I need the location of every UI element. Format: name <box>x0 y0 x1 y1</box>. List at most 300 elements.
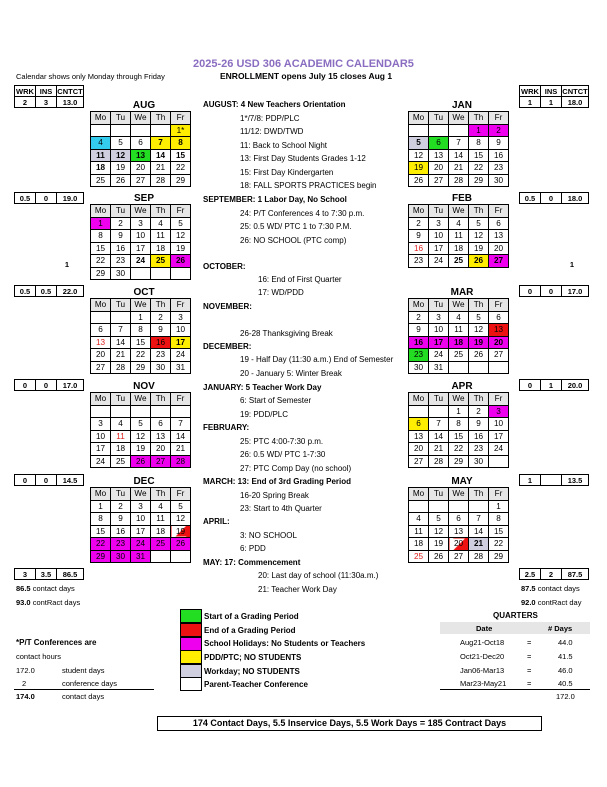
stat-cell: 3.5 <box>36 569 57 580</box>
day-cell: 20 <box>151 443 171 456</box>
legend-label: Start of a Grading Period <box>204 612 299 621</box>
weekday-header: Fr <box>171 205 191 218</box>
legend-label: End of a Grading Period <box>204 626 296 635</box>
day-cell: 20 <box>489 336 509 349</box>
event-line: 11/12: DWD/TWD <box>240 127 304 136</box>
day-cell: 14 <box>111 336 131 349</box>
event-line: 27: PTC Comp Day (no school) <box>240 464 352 473</box>
stat-cell: 1 <box>541 380 562 391</box>
day-cell: 25 <box>449 349 469 362</box>
day-cell: 8 <box>131 324 151 337</box>
event-line: 19 - Half Day (11:30 a.m.) End of Semester <box>240 355 394 364</box>
day-cell: 26 <box>409 174 429 187</box>
quarter-date: Jan06-Mar13 <box>460 666 505 675</box>
day-cell: 2 <box>111 500 131 513</box>
stat-cell: 0 <box>520 380 541 391</box>
weekday-header: Tu <box>429 112 449 125</box>
event-sep-heading: SEPTEMBER: 1 Labor Day, No School <box>203 195 347 204</box>
day-cell: 19 <box>131 443 151 456</box>
stat-cell: 0 <box>541 286 562 297</box>
day-cell: 16 <box>111 242 131 255</box>
day-cell: 17 <box>489 430 509 443</box>
day-cell: 8 <box>91 513 111 526</box>
stat-cell <box>539 259 559 269</box>
day-cell <box>91 405 111 418</box>
day-cell: 1 <box>469 124 489 137</box>
weekday-header: Tu <box>429 299 449 312</box>
day-cell: 8 <box>469 137 489 150</box>
day-cell: 21 <box>151 162 171 175</box>
day-cell: 25 <box>151 538 171 551</box>
day-cell: 25 <box>449 255 469 268</box>
day-cell: 13 <box>409 430 429 443</box>
quarter-eq: = <box>527 652 532 661</box>
day-cell: 27 <box>131 174 151 187</box>
stat-cell: 0 <box>36 475 57 486</box>
day-cell: 29 <box>91 267 111 280</box>
day-cell <box>449 124 469 137</box>
event-line: 19: PDD/PLC <box>240 410 289 419</box>
day-cell: 29 <box>131 361 151 374</box>
day-cell: 9 <box>409 324 429 337</box>
stat-cell <box>14 259 34 269</box>
day-cell: 2 <box>489 124 509 137</box>
day-cell: 10 <box>429 324 449 337</box>
quarter-days: 44.0 <box>558 638 573 647</box>
ptc-row-value: 172.0 <box>16 666 35 675</box>
aug-ins: 3 <box>36 97 57 108</box>
quarter-days: 40.5 <box>558 679 573 688</box>
event-line: 6: Start of Semester <box>240 396 312 405</box>
weekday-header: Th <box>469 205 489 218</box>
event-line: 26-28 Thanksgiving Break <box>240 329 333 338</box>
day-cell: 9 <box>151 324 171 337</box>
quarters-total: 172.0 <box>556 692 575 701</box>
day-cell: 23 <box>469 443 489 456</box>
event-line: 25: 0.5 WD/ PTC 1 to 7:30 P.M. <box>240 222 352 231</box>
stat-cell: 0 <box>36 380 57 391</box>
day-cell: 26 <box>131 455 151 468</box>
event-line: 16: End of First Quarter <box>258 275 342 284</box>
day-cell: 21 <box>449 162 469 175</box>
event-line: 26: 0.5 WD/ PTC 1-7:30 <box>240 450 326 459</box>
stat-cell: 17.0 <box>57 380 84 391</box>
day-cell: 18 <box>409 538 429 551</box>
day-cell: 18 <box>449 242 469 255</box>
event-line: 6: PDD <box>240 544 266 553</box>
aug-wrk: 2 <box>15 97 36 108</box>
weekday-header: We <box>131 205 151 218</box>
ins-header: INS <box>541 86 562 97</box>
day-cell: 4 <box>449 311 469 324</box>
day-cell: 5 <box>111 137 131 150</box>
weekday-header: Fr <box>489 393 509 406</box>
event-apr-heading: APRIL: <box>203 517 230 526</box>
day-cell: 31 <box>171 361 191 374</box>
weekday-header: Mo <box>409 299 429 312</box>
left-contact-days: 86.5 contact days <box>16 584 75 593</box>
weekday-header: We <box>449 205 469 218</box>
nov-stats <box>14 379 84 391</box>
day-cell <box>409 500 429 513</box>
day-cell: 4 <box>449 217 469 230</box>
day-cell: 12 <box>171 513 191 526</box>
day-cell <box>131 267 151 280</box>
day-cell: 12 <box>469 324 489 337</box>
day-cell: 6 <box>449 513 469 526</box>
day-cell: 16 <box>409 242 429 255</box>
quarters-title: QUARTERS <box>493 611 538 620</box>
day-cell: 5 <box>409 137 429 150</box>
day-cell: 7 <box>469 513 489 526</box>
calendar-note: Calendar shows only Monday through Friday <box>16 72 165 81</box>
day-cell: 17 <box>91 443 111 456</box>
quarters-divider <box>440 689 590 690</box>
right-contact-days: 87.5 contact days <box>521 584 580 593</box>
mar-stats <box>519 285 589 297</box>
day-cell: 15 <box>91 242 111 255</box>
calendar-sep <box>90 204 191 280</box>
stat-cell: 0 <box>520 286 541 297</box>
day-cell: 5 <box>429 513 449 526</box>
day-cell: 6 <box>489 311 509 324</box>
ptc-divider <box>14 689 154 690</box>
event-line: 24: P/T Conferences 4 to 7:30 p.m. <box>240 209 365 218</box>
day-cell <box>449 361 469 374</box>
weekday-header: Tu <box>111 299 131 312</box>
month-name-aug: AUG <box>132 100 156 111</box>
day-cell: 27 <box>91 361 111 374</box>
day-cell <box>409 124 429 137</box>
day-cell: 2 <box>151 311 171 324</box>
event-feb-heading: FEBRUARY: <box>203 423 250 432</box>
day-cell: 16 <box>409 336 429 349</box>
stat-cell: 20.0 <box>562 380 589 391</box>
weekday-header: Th <box>469 393 489 406</box>
day-cell: 18 <box>91 162 111 175</box>
day-cell: 31 <box>131 550 151 563</box>
event-aug-heading: AUGUST: 4 New Teachers Orientation <box>203 100 346 109</box>
weekday-header: Tu <box>111 393 131 406</box>
day-cell: 11 <box>91 149 111 162</box>
legend-label: Parent-Teacher Conference <box>204 680 308 689</box>
day-cell: 15 <box>489 525 509 538</box>
weekday-header: Th <box>151 205 171 218</box>
day-cell: 11 <box>409 525 429 538</box>
day-cell: 29 <box>489 550 509 563</box>
day-cell: 3 <box>429 311 449 324</box>
day-cell: 6 <box>151 418 171 431</box>
day-cell: 11 <box>449 230 469 243</box>
day-cell: 22 <box>469 162 489 175</box>
weekday-header: Mo <box>409 112 429 125</box>
day-cell: 20 <box>409 443 429 456</box>
stat-cell <box>34 259 54 269</box>
day-cell: 7 <box>449 137 469 150</box>
day-cell: 3 <box>429 217 449 230</box>
day-cell: 10 <box>131 230 151 243</box>
day-cell: 19 <box>469 336 489 349</box>
stat-cell: 3 <box>15 569 36 580</box>
day-cell: 10 <box>131 513 151 526</box>
quarters-col-days: # Days <box>548 624 573 633</box>
day-cell <box>409 405 429 418</box>
day-cell: 6 <box>429 137 449 150</box>
weekday-header: Fr <box>489 205 509 218</box>
day-cell: 27 <box>489 255 509 268</box>
weekday-header: Tu <box>429 205 449 218</box>
stat-cell: 22.0 <box>57 286 84 297</box>
stat-cell: 19.0 <box>57 193 84 204</box>
weekday-header: Tu <box>111 488 131 501</box>
calendar-feb <box>408 204 509 268</box>
day-cell: 19 <box>469 242 489 255</box>
day-cell <box>131 405 151 418</box>
day-cell: 17 <box>131 525 151 538</box>
event-line: 15: First Day Kindergarten <box>240 168 334 177</box>
day-cell: 5 <box>469 217 489 230</box>
day-cell: 23 <box>111 538 131 551</box>
event-line: 20 - January 5: Winter Break <box>240 369 342 378</box>
weekday-header: We <box>131 393 151 406</box>
day-cell: 26 <box>469 255 489 268</box>
stat-cell: 87.5 <box>562 569 589 580</box>
weekday-header: Th <box>469 112 489 125</box>
day-cell: 29 <box>469 174 489 187</box>
day-cell: 2 <box>111 217 131 230</box>
day-cell: 19 <box>171 242 191 255</box>
jan-ins: 1 <box>541 97 562 108</box>
day-cell: 29 <box>171 174 191 187</box>
day-cell <box>111 311 131 324</box>
event-line: 23: Start to 4th Quarter <box>240 504 322 513</box>
day-cell: 12 <box>469 230 489 243</box>
day-cell: 13 <box>91 336 111 349</box>
weekday-header: Fr <box>171 112 191 125</box>
day-cell: 22 <box>489 538 509 551</box>
day-cell: 14 <box>151 149 171 162</box>
legend-label: Workday; NO STUDENTS <box>204 667 300 676</box>
day-cell: 11 <box>151 230 171 243</box>
day-cell: 18 <box>111 443 131 456</box>
day-cell: 27 <box>429 174 449 187</box>
month-name-dec: DEC <box>133 476 155 487</box>
weekday-header: Fr <box>171 299 191 312</box>
day-cell: 27 <box>409 455 429 468</box>
month-name-sep: SEP <box>133 193 154 204</box>
calendar-oct <box>90 298 191 374</box>
day-cell: 1 <box>91 500 111 513</box>
weekday-header: We <box>131 112 151 125</box>
day-cell: 5 <box>171 500 191 513</box>
day-cell: 25 <box>111 455 131 468</box>
weekday-header: Th <box>151 299 171 312</box>
day-cell: 4 <box>151 500 171 513</box>
day-cell <box>429 124 449 137</box>
day-cell: 6 <box>91 324 111 337</box>
day-cell: 22 <box>91 538 111 551</box>
day-cell: 10 <box>91 430 111 443</box>
event-line: 11: Back to School Night <box>240 141 328 150</box>
day-cell: 30 <box>111 550 131 563</box>
event-line: 25: PTC 4:00-7:30 p.m. <box>240 437 324 446</box>
day-cell: 11 <box>111 430 131 443</box>
day-cell: 5 <box>171 217 191 230</box>
day-cell <box>449 500 469 513</box>
stat-cell: 0 <box>541 193 562 204</box>
day-cell: 22 <box>171 162 191 175</box>
day-cell: 12 <box>429 525 449 538</box>
day-cell: 19 <box>409 162 429 175</box>
day-cell: 24 <box>429 349 449 362</box>
day-cell: 26 <box>469 349 489 362</box>
ptc-title: *P/T Conferences are <box>16 638 97 647</box>
day-cell: 24 <box>91 455 111 468</box>
ptc-sub: contact hours <box>16 652 62 661</box>
left-totals <box>14 568 84 580</box>
aug-cntct: 13.0 <box>57 97 84 108</box>
day-cell: 7 <box>429 418 449 431</box>
stat-cell: 0.5 <box>520 193 541 204</box>
ptc-row-label: conference days <box>62 679 118 688</box>
legend-swatch-red <box>180 623 202 637</box>
day-cell: 13 <box>489 230 509 243</box>
weekday-header: Tu <box>111 205 131 218</box>
quarter-days: 41.5 <box>558 652 573 661</box>
cntct-header: CNTCT <box>57 86 83 96</box>
day-cell: 30 <box>111 267 131 280</box>
weekday-header: Mo <box>91 205 111 218</box>
day-cell: 14 <box>171 430 191 443</box>
day-cell: 25 <box>151 255 171 268</box>
day-cell <box>151 124 171 137</box>
weekday-header: Tu <box>111 112 131 125</box>
month-name-jan: JAN <box>451 100 472 111</box>
day-cell: 9 <box>489 137 509 150</box>
sep-stats <box>14 192 84 204</box>
day-cell: 27 <box>449 550 469 563</box>
day-cell: 26 <box>171 255 191 268</box>
day-cell: 24 <box>489 443 509 456</box>
day-cell: 11 <box>151 513 171 526</box>
day-cell: 15 <box>171 149 191 162</box>
legend-label: School Holidays: No Students or Teachers <box>204 639 366 648</box>
day-cell: 12 <box>409 149 429 162</box>
quarter-date: Aug21-Oct18 <box>460 638 505 647</box>
day-cell: 7 <box>111 324 131 337</box>
weekday-header: Th <box>151 393 171 406</box>
day-cell: 23 <box>489 162 509 175</box>
event-line: 1*/7/8: PDP/PLC <box>240 114 300 123</box>
stat-cell: 2 <box>541 569 562 580</box>
event-mar-heading: MARCH: 13: End of 3rd Grading Period <box>203 477 352 486</box>
day-cell: 7 <box>151 137 171 150</box>
day-cell <box>429 405 449 418</box>
weekday-header: Tu <box>429 488 449 501</box>
day-cell <box>111 405 131 418</box>
day-cell: 28 <box>429 455 449 468</box>
legend-swatch-yellow <box>180 650 202 664</box>
left-contract-days: 93.0 contRact days <box>16 598 81 607</box>
day-cell: 11 <box>449 324 469 337</box>
sep-extra-stats <box>14 259 80 269</box>
day-cell: 4 <box>151 217 171 230</box>
stat-cell: 0 <box>36 193 57 204</box>
day-cell: 14 <box>449 149 469 162</box>
day-cell: 20 <box>489 242 509 255</box>
day-cell: 29 <box>449 455 469 468</box>
day-cell: 9 <box>409 230 429 243</box>
day-cell: 24 <box>131 255 151 268</box>
month-name-mar: MAR <box>450 287 474 298</box>
legend-swatch-gray <box>180 664 202 678</box>
right-totals <box>519 568 589 580</box>
ins-header: INS <box>36 86 57 97</box>
ptc-row-value: 174.0 <box>16 692 35 701</box>
stat-cell: 0 <box>15 380 36 391</box>
stat-cell: 2.5 <box>520 569 541 580</box>
day-cell: 12 <box>171 230 191 243</box>
quarter-eq: = <box>527 638 532 647</box>
calendar-aug <box>90 111 191 187</box>
day-cell <box>489 455 509 468</box>
day-cell <box>151 405 171 418</box>
day-cell: 4 <box>111 418 131 431</box>
day-cell: 30 <box>151 361 171 374</box>
oct-stats <box>14 285 84 297</box>
day-cell: 19 <box>429 538 449 551</box>
ptc-row-value: 2 <box>22 679 27 688</box>
day-cell: 29 <box>91 550 111 563</box>
day-cell: 18 <box>449 336 469 349</box>
day-cell: 4 <box>91 137 111 150</box>
day-cell: 20 <box>91 349 111 362</box>
day-cell: 16 <box>111 525 131 538</box>
day-cell: 23 <box>409 255 429 268</box>
weekday-header: We <box>449 112 469 125</box>
day-cell: 6 <box>409 418 429 431</box>
legend-swatch-white <box>180 677 202 691</box>
stat-cell: 0.5 <box>15 193 36 204</box>
stat-cell: 1 <box>569 259 575 269</box>
stat-cell: 14.5 <box>57 475 84 486</box>
day-cell: 1 <box>91 217 111 230</box>
right-stat-header <box>519 85 589 108</box>
day-cell: 28 <box>469 550 489 563</box>
weekday-header: Fr <box>171 488 191 501</box>
day-cell: 3 <box>131 500 151 513</box>
day-cell: 15 <box>91 525 111 538</box>
day-cell: 9 <box>111 513 131 526</box>
stat-cell <box>519 259 539 269</box>
day-cell: 6 <box>131 137 151 150</box>
day-cell: 4 <box>409 513 429 526</box>
weekday-header: We <box>449 488 469 501</box>
weekday-header: Th <box>151 112 171 125</box>
day-cell: 2 <box>469 405 489 418</box>
day-cell: 23 <box>409 349 429 362</box>
day-cell: 21 <box>429 443 449 456</box>
event-line: 20: Last day of school (11:30a.m.) <box>258 571 379 580</box>
day-cell: 27 <box>489 349 509 362</box>
day-cell: 25 <box>91 174 111 187</box>
day-cell: 22 <box>131 349 151 362</box>
day-cell: 28 <box>111 361 131 374</box>
day-cell: 30 <box>409 361 429 374</box>
day-cell: 15 <box>449 430 469 443</box>
day-cell: 9 <box>111 230 131 243</box>
calendar-may <box>408 487 509 563</box>
